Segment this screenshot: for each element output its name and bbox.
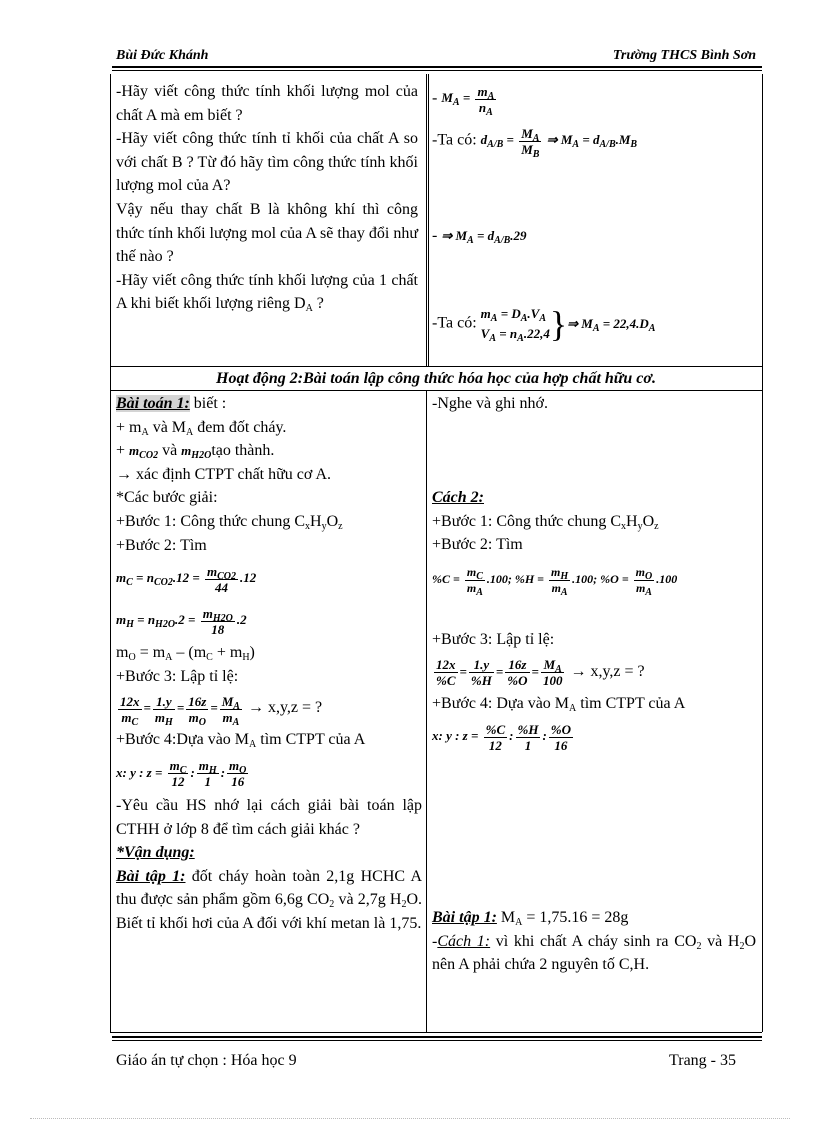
method-2-step-4: +Bước 4: Dựa vào $M_A$ tìm CTPT của A xyxy=(432,694,686,714)
footer-course: Giáo án tự chọn : Hóa học 9 xyxy=(116,1052,297,1069)
molar-mass-calc: Bài tập 1: $M_A = 1,75.16 = 28g$ xyxy=(432,909,629,928)
formula-mc: $m_C = n_{CO2}.12$ = $\frac{m_{CO2}}{44}$ .12 xyxy=(116,563,257,595)
header-school: Trường THCS Bình Sơn xyxy=(612,48,756,63)
xyz-formula: x: y : z = $\frac{m_C}{12}$ : $\frac{m_H}{1}$ : $\frac{m_O}{16}$ xyxy=(116,758,247,790)
step-4: +Bước 4:Dựa vào $M_A$ tìm CTPT của A xyxy=(116,731,366,751)
method-2-ratio xyxy=(432,628,758,757)
page-header xyxy=(112,46,760,64)
table-border-left xyxy=(110,74,111,1032)
ratio-formula: $\frac{12x}{m_C}$ = $\frac{1.y}{m_H}$ = $\frac{16z}{m_O}$ = $\frac{M_A}{m_A}$ → x,y,z = ? xyxy=(120,693,323,728)
table-border-bottom xyxy=(110,1032,762,1033)
given-products: + $m_{CO2}$ và $m_{H2O}tạo$ thành. xyxy=(116,442,275,462)
footer-rule xyxy=(112,1036,762,1038)
step-1: +Bước 1: Công thức chung $C_xH_yO_z$ xyxy=(116,512,343,532)
apply-heading: *Vận dụng: xyxy=(116,844,195,862)
method-2-step-1: +Bước 1: Công thức chung $C_xH_yO_z$ xyxy=(432,512,659,532)
exercise-1: Bài tập 1: đốt cháy hoàn toàn 2,1g HCHC A thu được sản phẩm gồm 6,6g $CO_2$ và 2,7g $H_2O$. Biết tỉ khối hơi của A đối với khí metan là 1,75. xyxy=(116,867,423,932)
section2-right xyxy=(432,392,758,416)
column-divider-1 xyxy=(426,74,429,366)
section1-left xyxy=(116,80,418,316)
method-2-step-2: +Bước 2: Tìm xyxy=(432,536,523,554)
question-molar-mass: -Hãy viết công thức tính khối lượng mol của chất A mà em biết ? xyxy=(116,83,418,124)
question-mass-density: -Hãy viết công thức tính khối lượng của 1 chất A khi biết khối lượng riêng $D_A$ ? xyxy=(116,271,418,315)
percent-formula: %C = $\frac{m_C}{m_A}$ .100; %H = $\frac{m_H}{m_A}$ .100; %O = $\frac{m_O}{m_A}$ .100 xyxy=(432,564,678,598)
footer-rule-thin xyxy=(112,1040,762,1041)
header-rule xyxy=(112,66,762,68)
header-rule-thin xyxy=(112,70,762,71)
answer-air: - ⇒ $M_A = d_{A/B}.29$ xyxy=(432,227,527,246)
answer-molar-mass: - $M_A$ = $\frac{m_A}{n_A}$ xyxy=(432,84,495,118)
steps-heading: *Các bước giải: xyxy=(116,489,218,507)
section2-left xyxy=(116,392,422,936)
lesson-table xyxy=(110,74,762,1032)
problem-1-heading: Bài toán 1: biết : xyxy=(116,395,227,412)
column-divider-2 xyxy=(426,390,427,1032)
method-2-step-3: +Bước 3: Lập tỉ lệ: xyxy=(432,631,555,648)
answer-mass-density: -Ta có: $m_A = D_A.V_A$ $V_A = n_A.22,4$ }⇒ $M_A = 22,4.D_A$ xyxy=(432,304,656,344)
recall-question: -Yêu cầu HS nhớ lại cách giải bài toán lập CTHH ở lớp 8 để tìm cách giải khác ? xyxy=(116,796,422,838)
footer-page-number: Trang - 35 xyxy=(669,1052,736,1069)
method-2 xyxy=(432,486,758,601)
exercise-1-solution xyxy=(432,906,756,977)
listen-note: -Nghe và ghi nhớ. xyxy=(432,395,548,412)
page-footer xyxy=(116,1052,736,1070)
method-2-heading: Cách 2: xyxy=(432,489,484,506)
row-divider-top xyxy=(110,366,762,367)
question-density-ratio: -Hãy viết công thức tính tỉ khối của chất A so với chất B ? Từ đó hãy tìm công thức tính khối lượng mol của A? xyxy=(116,130,418,195)
goal-line: → xác định CTPT chất hữu cơ A. xyxy=(116,465,332,483)
page-edge xyxy=(30,1118,790,1119)
formula-mo: $m_O = m_A - (m_C + m_H)$ xyxy=(116,644,255,664)
percent-xyz: x: y : z = $\frac{\%C}{12}$ : $\frac{\%H}{1}$ : $\frac{\%O}{16}$ xyxy=(432,721,572,753)
row-divider-heading xyxy=(110,390,762,391)
table-border-right xyxy=(762,74,763,1032)
answer-density-ratio: -Ta có: $d_{A/B}$ = $\frac{M_A}{M_B}$ ⇒ $M_A = d_{A/B}.M_B$ xyxy=(432,126,638,160)
step-2: +Bước 2: Tìm xyxy=(116,536,207,554)
formula-mh: $m_H = n_{H2O}.2$ = $\frac{m_{H2O}}{18}$ .2 xyxy=(116,605,247,637)
header-author: Bùi Đức Khánh xyxy=(116,48,209,63)
given-mass: + $m_A$ và $M_A$ đem đốt cháy. xyxy=(116,418,287,438)
question-air: Vậy nếu thay chất B là không khí thì công thức tính khối lượng mol của A sẽ thay đổi như thế nào ? xyxy=(116,200,419,266)
activity-heading: Hoạt động 2:Bài toán lập công thức hóa học của hợp chất hữu cơ. xyxy=(216,370,656,387)
method-1-text: -Cách 1: vì khi chất A cháy sinh ra $CO_2$ và $H_2O$ nên A phải chứa 2 nguyên tố C,H. xyxy=(432,932,757,974)
percent-ratio: $\frac{12x}{\%C}$ = $\frac{1.y}{\%H}$ = $\frac{16z}{\%O}$ = $\frac{M_A}{100}$ → x,y,z = ? xyxy=(436,657,645,689)
step-3: +Bước 3: Lập tỉ lệ: xyxy=(116,667,239,685)
